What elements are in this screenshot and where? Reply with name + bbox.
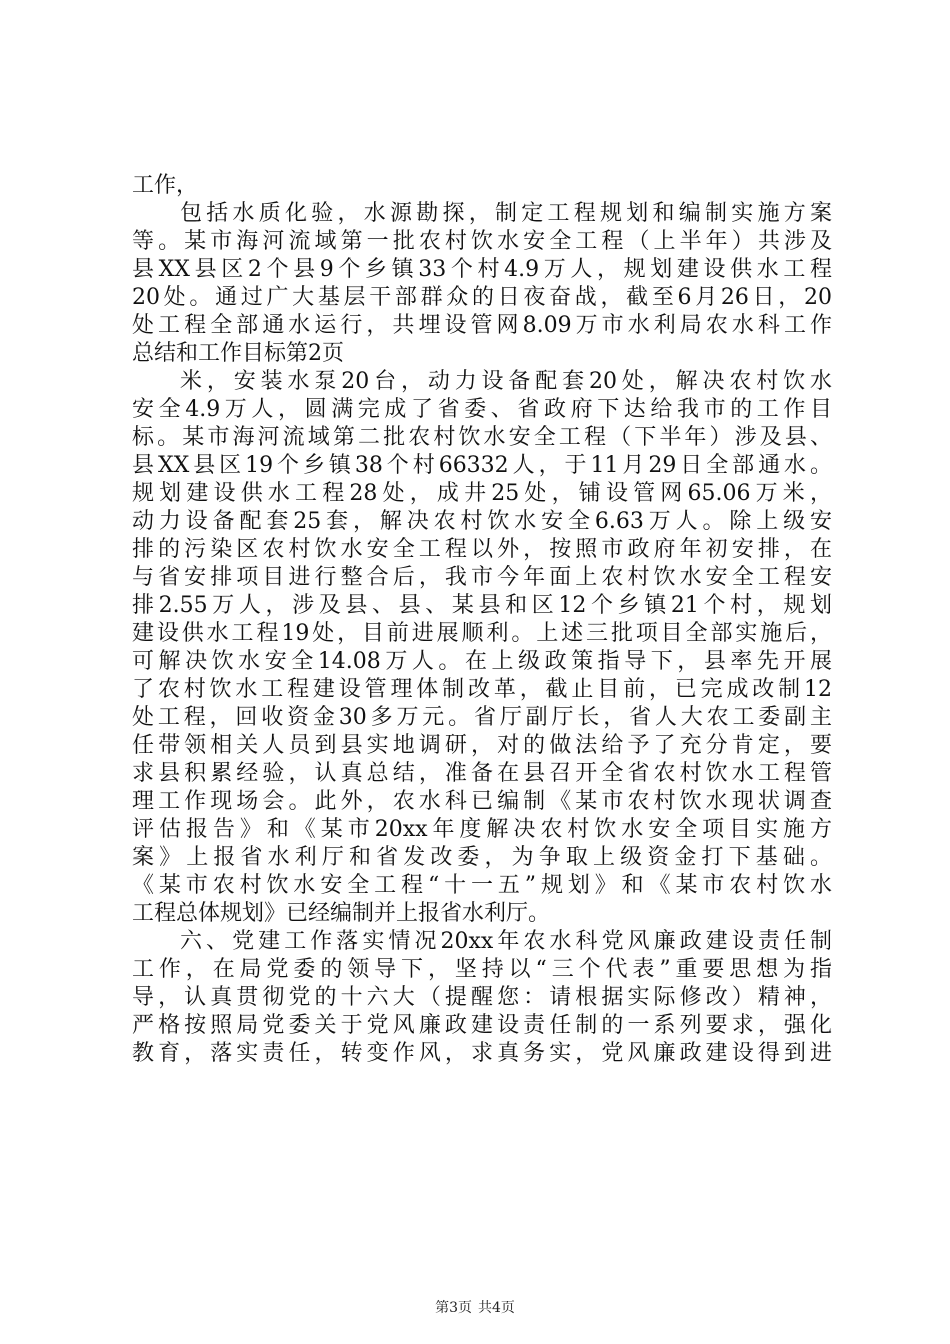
- text-line: 县XX县区2个县9个乡镇33个村4.9万人，规划建设供水工程: [132, 257, 832, 282]
- text-line: 了农村饮水工程建设管理体制改革，截止目前，已完成改制12: [132, 677, 832, 702]
- page-number: 第3页: [435, 1300, 472, 1316]
- text-line: 处工程全部通水运行，共埋设管网8.09万市水利局农水科工作: [132, 313, 832, 338]
- page-total: 共4页: [478, 1300, 515, 1316]
- text-line: 可解决饮水安全14.08万人。在上级政策指导下，县率先开展: [132, 649, 832, 674]
- page-footer: [0, 1299, 950, 1317]
- document-body: [132, 172, 832, 1068]
- text-line: 评估报告》和《某市20xx年度解决农村饮水安全项目实施方: [132, 817, 832, 842]
- text-line: 总结和工作目标第2页: [132, 341, 344, 366]
- text-line: 与省安排项目进行整合后，我市今年面上农村饮水安全工程安: [132, 565, 832, 590]
- text-line: 等。某市海河流域第一批农村饮水安全工程（上半年）共涉及: [132, 229, 832, 254]
- text-line: 严格按照局党委关于党风廉政建设责任制的一系列要求，强化: [132, 1013, 832, 1038]
- text-line: 动力设备配套25套，解决农村饮水安全6.63万人。除上级安: [132, 509, 832, 534]
- text-line: 六、党建工作落实情况20xx年农水科党风廉政建设责任制: [180, 929, 832, 954]
- text-line: 工程总体规划》已经编制并上报省水利厅。: [132, 901, 551, 926]
- text-line: 规划建设供水工程28处，成井25处，铺设管网65.06万米，: [132, 481, 832, 506]
- text-line: 20处。通过广大基层干部群众的日夜奋战，截至6月26日，20: [132, 285, 832, 310]
- text-line: 案》上报省水利厅和省发改委，为争取上级资金打下基础。: [132, 845, 832, 870]
- text-line: 工作，在局党委的领导下，坚持以“三个代表”重要思想为指: [132, 957, 832, 982]
- text-line: 任带领相关人员到县实地调研，对的做法给予了充分肯定，要: [132, 733, 832, 758]
- text-line: 教育，落实责任，转变作风，求真务实，党风廉政建设得到进: [132, 1041, 832, 1066]
- text-line: 排2.55万人，涉及县、县、某县和区12个乡镇21个村，规划: [132, 593, 832, 618]
- text-line: 县XX县区19个乡镇38个村66332人，于11月29日全部通水。: [132, 453, 832, 478]
- text-line: 安全4.9万人，圆满完成了省委、省政府下达给我市的工作目: [132, 397, 832, 422]
- text-line: 《某市农村饮水安全工程“十一五”规划》和《某市农村饮水: [132, 873, 832, 898]
- text-line: 工作，: [132, 173, 199, 198]
- text-line: 理工作现场会。此外，农水科已编制《某市农村饮水现状调查: [132, 789, 832, 814]
- text-line: 包括水质化验，水源勘探，制定工程规划和编制实施方案: [180, 201, 832, 226]
- text-line: 导，认真贯彻党的十六大（提醒您：请根据实际修改）精神，: [132, 985, 832, 1010]
- text-line: 排的污染区农村饮水安全工程以外，按照市政府年初安排，在: [132, 537, 832, 562]
- text-line: 标。某市海河流域第二批农村饮水安全工程（下半年）涉及县、: [132, 425, 832, 450]
- text-line: 处工程，回收资金30多万元。省厅副厅长，省人大农工委副主: [132, 705, 832, 730]
- text-line: 米，安装水泵20台，动力设备配套20处，解决农村饮水: [180, 369, 832, 394]
- text-line: 求县积累经验，认真总结，准备在县召开全省农村饮水工程管: [132, 761, 832, 786]
- text-line: 建设供水工程19处，目前进展顺利。上述三批项目全部实施后，: [132, 621, 832, 646]
